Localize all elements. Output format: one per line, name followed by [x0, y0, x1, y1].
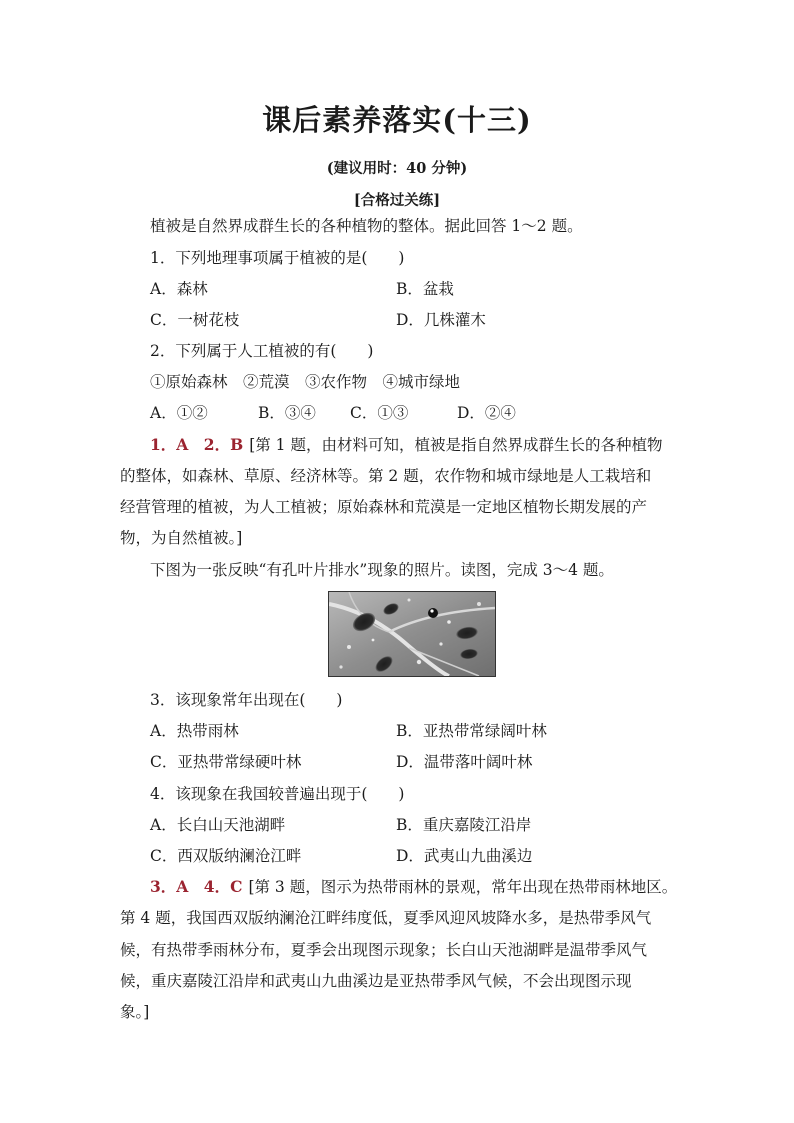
q3-option-b: B．亚热带常绿阔叶林 — [396, 722, 547, 740]
q1-stem: 1．下列地理事项属于植被的是( ) — [150, 249, 405, 267]
q1-option-a: A．森林 — [150, 280, 208, 298]
q4-stem: 4．该现象在我国较普遍出现于( ) — [150, 785, 405, 803]
answer-3-4-line-2: 第 4 题，我国西双版纳澜沧江畔纬度低，夏季风迎风坡降水多，是热带季风气 — [120, 909, 652, 927]
q4-option-b: B．重庆嘉陵江沿岸 — [396, 816, 532, 834]
q2-stem: 2．下列属于人工植被的有( ) — [150, 342, 374, 360]
answer-1-2-line-3: 经营管理的植被，为人工植被；原始森林和荒漠是一定地区植物长期发展的产 — [120, 498, 648, 516]
answer-3-4-line-3: 候，有热带季雨林分布，夏季会出现图示现象；长白山天池湖畔是温带季风气 — [120, 941, 648, 959]
time-note: (建议用时：40 分钟) — [326, 160, 468, 177]
intro-q1-q2: 植被是自然界成群生长的各种植物的整体。据此回答 1～2 题。 — [150, 217, 583, 235]
q2-items: ①原始森林 ②荒漠 ③农作物 ④城市绿地 — [150, 373, 461, 391]
q1-option-b: B．盆栽 — [396, 280, 454, 298]
page-title: 课后素养落实(十三) — [262, 103, 532, 137]
answer-3-4-keys: 3．A 4．C — [150, 877, 243, 896]
answer-1-2-text: [第 1 题，由材料可知，植被是指自然界成群生长的各种植物 — [249, 436, 663, 454]
q2-option-b: B．③④ — [258, 404, 316, 422]
answer-3-4-text: [第 3 题，图示为热带雨林的景观，常年出现在热带雨林地区。 — [248, 878, 678, 896]
q3-option-d: D．温带落叶阔叶林 — [396, 753, 533, 771]
answer-1-2-line-1 — [150, 435, 662, 455]
section-heading: [合格过关练] — [353, 192, 441, 209]
answer-3-4-line-5: 象。] — [120, 1003, 150, 1021]
leaf-photo-icon — [328, 591, 496, 677]
answer-1-2-line-4: 物，为自然植被。] — [120, 529, 243, 547]
answer-3-4-line-4: 候，重庆嘉陵江沿岸和武夷山九曲溪边是亚热带季风气候，不会出现图示现 — [120, 972, 632, 990]
answer-1-2-keys: 1．A 2．B — [150, 435, 244, 454]
q1-option-d: D．几株灌木 — [396, 311, 486, 329]
answer-1-2-line-2: 的整体，如森林、草原、经济林等。第 2 题，农作物和城市绿地是人工栽培和 — [120, 467, 652, 485]
q3-stem: 3．该现象常年出现在( ) — [150, 691, 343, 709]
q3-option-c: C．亚热带常绿硬叶林 — [150, 753, 302, 771]
q2-option-a: A．①② — [150, 404, 208, 422]
answer-3-4-line-1 — [150, 877, 677, 897]
q2-option-d: D．②④ — [457, 404, 516, 422]
q3-option-a: A．热带雨林 — [150, 722, 239, 740]
q4-option-a: A．长白山天池湖畔 — [150, 816, 286, 834]
q4-option-d: D．武夷山九曲溪边 — [396, 847, 533, 865]
q2-option-c: C．①③ — [350, 404, 409, 422]
intro-q3-q4: 下图为一张反映“有孔叶片排水”现象的照片。读图，完成 3～4 题。 — [150, 561, 614, 579]
q1-option-c: C．一树花枝 — [150, 311, 240, 329]
q4-option-c: C．西双版纳澜沧江畔 — [150, 847, 302, 865]
